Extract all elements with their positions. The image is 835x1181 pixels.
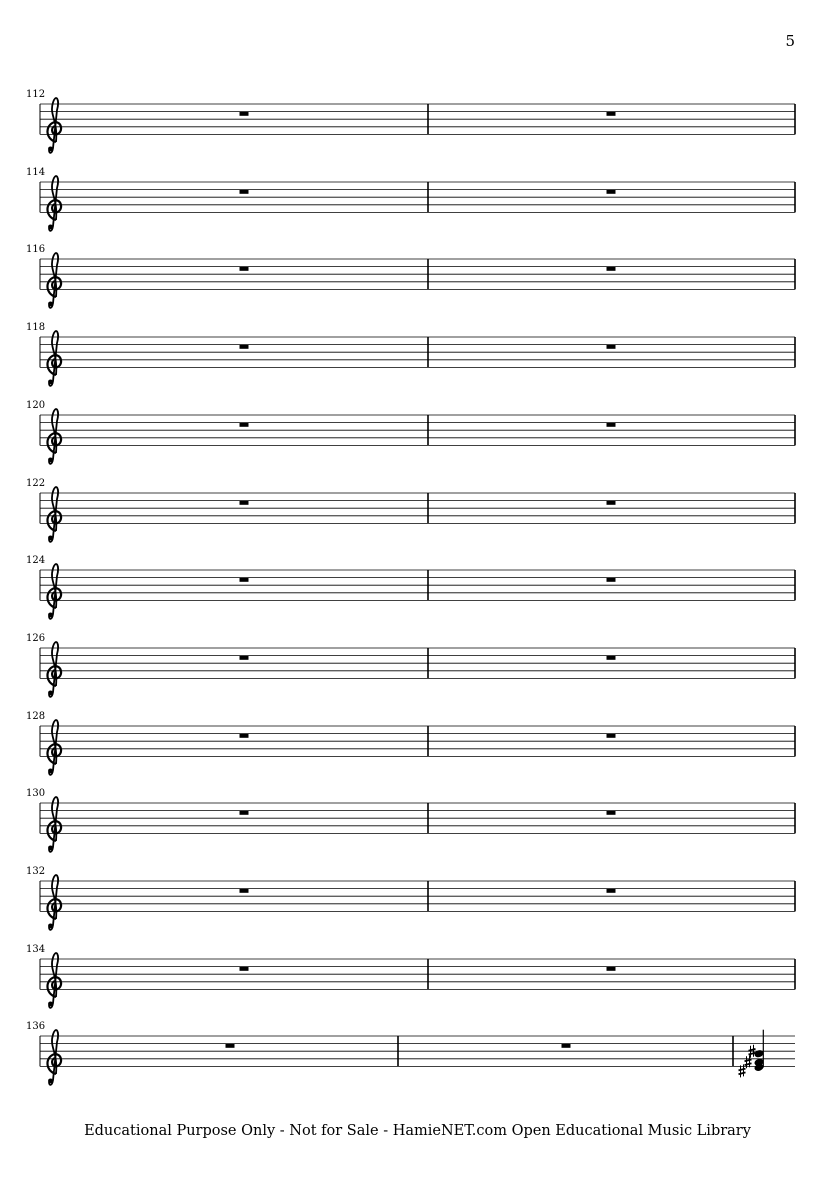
whole-rest — [607, 733, 616, 737]
whole-rest — [607, 267, 616, 271]
whole-rest — [607, 422, 616, 426]
staff-system — [0, 245, 835, 325]
final-chord — [739, 1030, 765, 1078]
staff — [0, 245, 835, 325]
whole-rest — [607, 112, 616, 116]
treble-clef-icon — [47, 642, 61, 697]
staff-system — [0, 168, 835, 248]
measure-number: 122 — [26, 477, 46, 489]
whole-rest — [240, 733, 249, 737]
page-number: 5 — [785, 32, 795, 50]
footer-text: Educational Purpose Only - Not for Sale - HamieNET.com Open Educational Music Library — [84, 1123, 751, 1139]
staff — [0, 1022, 835, 1102]
measure-number: 118 — [26, 322, 46, 334]
treble-clef-icon — [47, 797, 61, 852]
staff — [0, 867, 835, 947]
staff — [0, 634, 835, 714]
staff-system — [0, 323, 835, 403]
whole-rest — [240, 267, 249, 271]
staff-system — [0, 945, 835, 1025]
measure-number: 124 — [26, 555, 46, 567]
staff-system — [0, 789, 835, 869]
staff — [0, 401, 835, 481]
whole-rest — [240, 966, 249, 970]
whole-rest — [240, 112, 249, 116]
whole-rest — [562, 1044, 571, 1048]
staff — [0, 168, 835, 248]
staff — [0, 479, 835, 559]
staff — [0, 712, 835, 792]
staff-system — [0, 401, 835, 481]
whole-rest — [240, 422, 249, 426]
treble-clef-icon — [47, 487, 61, 542]
whole-rest — [240, 189, 249, 193]
staff — [0, 323, 835, 403]
staff-system — [0, 556, 835, 636]
staff-system — [0, 867, 835, 947]
measure-number: 136 — [26, 1021, 46, 1033]
treble-clef-icon — [47, 953, 61, 1008]
whole-rest — [240, 578, 249, 582]
whole-rest — [240, 345, 249, 349]
treble-clef-icon — [47, 409, 61, 464]
whole-rest — [226, 1044, 235, 1048]
whole-rest — [607, 578, 616, 582]
measure-number: 116 — [26, 244, 46, 256]
staff — [0, 90, 835, 170]
whole-rest — [240, 500, 249, 504]
measure-number: 134 — [26, 943, 46, 955]
staff — [0, 789, 835, 869]
treble-clef-icon — [47, 720, 61, 775]
whole-rest — [607, 189, 616, 193]
treble-clef-icon — [47, 253, 61, 308]
measure-number: 132 — [26, 866, 46, 877]
treble-clef-icon — [47, 331, 61, 386]
whole-rest — [607, 889, 616, 893]
treble-clef-icon — [47, 176, 61, 231]
measure-number: 112 — [26, 89, 46, 100]
treble-clef-icon — [47, 98, 61, 153]
whole-rest — [607, 655, 616, 659]
staff-system — [0, 634, 835, 714]
whole-rest — [607, 345, 616, 349]
measure-number: 130 — [26, 788, 46, 800]
staff — [0, 556, 835, 636]
whole-rest — [240, 811, 249, 815]
staff-system — [0, 1022, 835, 1102]
whole-rest — [607, 966, 616, 970]
staff-system — [0, 90, 835, 170]
whole-rest — [607, 811, 616, 815]
treble-clef-icon — [47, 875, 61, 930]
staff — [0, 945, 835, 1025]
treble-clef-icon — [47, 1030, 61, 1085]
whole-rest — [240, 655, 249, 659]
staff-system — [0, 479, 835, 559]
whole-rest — [240, 889, 249, 893]
treble-clef-icon — [47, 564, 61, 619]
staff-system — [0, 712, 835, 792]
sharp-icon — [739, 1045, 756, 1078]
measure-number: 120 — [26, 399, 46, 411]
measure-number: 128 — [26, 710, 46, 722]
whole-rest — [607, 500, 616, 504]
measure-number: 126 — [26, 632, 46, 644]
measure-number: 114 — [26, 166, 46, 178]
